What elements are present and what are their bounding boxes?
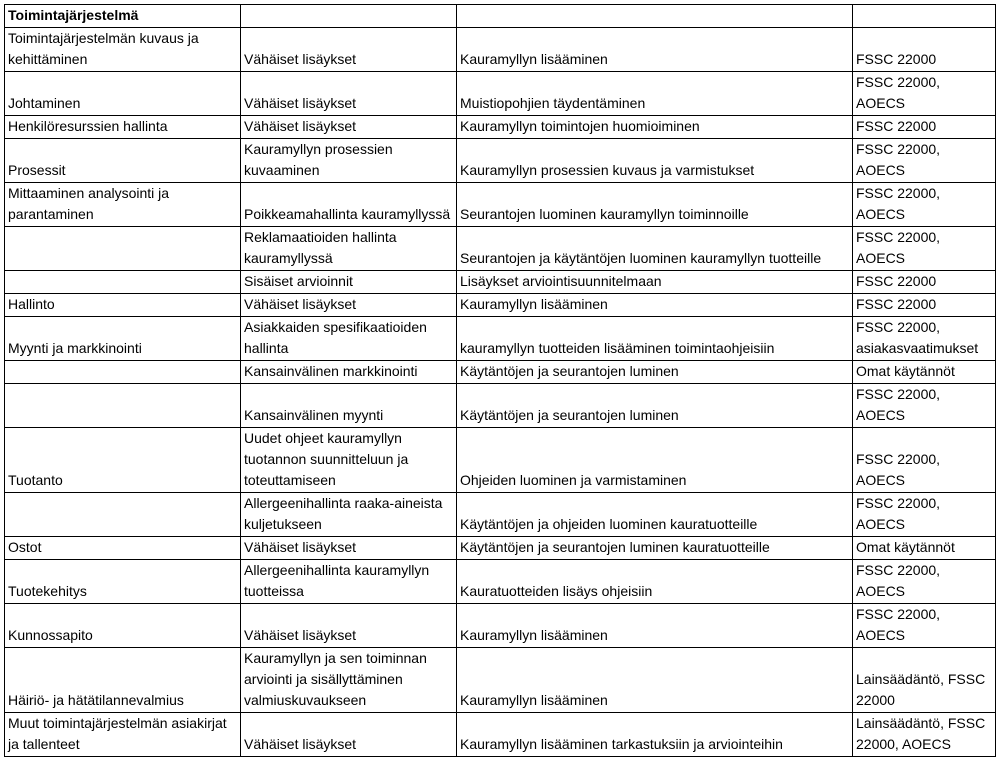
standard-cell: FSSC 22000, AOECS [853, 227, 996, 271]
requirements-table [4, 4, 996, 757]
change-cell: Kauramyllyn prosessien kuvaaminen [241, 139, 457, 183]
table-row [5, 384, 996, 428]
area-cell: Mittaaminen analysointi ja parantaminen [5, 183, 241, 227]
standard-cell: Omat käytännöt [853, 537, 996, 560]
area-cell: Kunnossapito [5, 604, 241, 648]
area-cell: Johtaminen [5, 72, 241, 116]
header-title-cell: Toimintajärjestelmä [5, 5, 241, 28]
action-cell: Kauramyllyn lisääminen [457, 28, 853, 72]
change-cell: Vähäiset lisäykset [241, 116, 457, 139]
table-row [5, 713, 996, 757]
standard-cell: FSSC 22000, AOECS [853, 428, 996, 493]
area-cell: Henkilöresurssien hallinta [5, 116, 241, 139]
standard-cell: FSSC 22000, AOECS [853, 72, 996, 116]
table-row [5, 537, 996, 560]
standard-cell: FSSC 22000, AOECS [853, 183, 996, 227]
action-cell: Kauratuotteiden lisäys ohjeisiin [457, 560, 853, 604]
action-cell: Kauramyllyn lisääminen tarkastuksiin ja arviointeihin [457, 713, 853, 757]
action-cell: Lisäykset arviointisuunnitelmaan [457, 271, 853, 294]
table-row [5, 493, 996, 537]
area-cell: Tuotekehitys [5, 560, 241, 604]
action-cell: Seurantojen luominen kauramyllyn toiminnoille [457, 183, 853, 227]
table-row [5, 227, 996, 271]
area-cell: Ostot [5, 537, 241, 560]
standard-cell: FSSC 22000, AOECS [853, 560, 996, 604]
change-cell: Uudet ohjeet kauramyllyn tuotannon suunnitteluun ja toteuttamiseen [241, 428, 457, 493]
action-cell: Kauramyllyn lisääminen [457, 648, 853, 713]
action-cell: Käytäntöjen ja seurantojen luminen kauratuotteille [457, 537, 853, 560]
change-cell: Vähäiset lisäykset [241, 28, 457, 72]
table-row [5, 28, 996, 72]
standard-cell: FSSC 22000 [853, 271, 996, 294]
action-cell: Ohjeiden luominen ja varmistaminen [457, 428, 853, 493]
action-cell: Kauramyllyn prosessien kuvaus ja varmistukset [457, 139, 853, 183]
action-cell: kauramyllyn tuotteiden lisääminen toimintaohjeisiin [457, 317, 853, 361]
area-cell: Prosessit [5, 139, 241, 183]
empty-cell [853, 5, 996, 28]
change-cell: Vähäiset lisäykset [241, 604, 457, 648]
area-cell: Toimintajärjestelmän kuvaus ja kehittäminen [5, 28, 241, 72]
change-cell: Kauramyllyn ja sen toiminnan arviointi ja sisällyttäminen valmiuskuvaukseen [241, 648, 457, 713]
standard-cell: Omat käytännöt [853, 361, 996, 384]
area-cell: Myynti ja markkinointi [5, 317, 241, 361]
table-row [5, 648, 996, 713]
area-cell [5, 227, 241, 271]
standard-cell: FSSC 22000, AOECS [853, 384, 996, 428]
action-cell: Käytäntöjen ja seurantojen luminen [457, 384, 853, 428]
standard-cell: FSSC 22000, AOECS [853, 139, 996, 183]
empty-cell [241, 5, 457, 28]
standard-cell: FSSC 22000, AOECS [853, 604, 996, 648]
standard-cell: FSSC 22000, asiakasvaatimukset [853, 317, 996, 361]
table-row [5, 317, 996, 361]
change-cell: Asiakkaiden spesifikaatioiden hallinta [241, 317, 457, 361]
area-cell: Muut toimintajärjestelmän asiakirjat ja tallenteet [5, 713, 241, 757]
area-cell: Tuotanto [5, 428, 241, 493]
table-row [5, 183, 996, 227]
change-cell: Sisäiset arvioinnit [241, 271, 457, 294]
change-cell: Vähäiset lisäykset [241, 72, 457, 116]
standard-cell: Lainsäädäntö, FSSC 22000 [853, 648, 996, 713]
standard-cell: FSSC 22000 [853, 28, 996, 72]
change-cell: Vähäiset lisäykset [241, 294, 457, 317]
change-cell: Reklamaatioiden hallinta kauramyllyssä [241, 227, 457, 271]
table-row [5, 560, 996, 604]
action-cell: Käytäntöjen ja ohjeiden luominen kauratuotteille [457, 493, 853, 537]
table-row [5, 271, 996, 294]
standard-cell: FSSC 22000 [853, 116, 996, 139]
standard-cell: FSSC 22000 [853, 294, 996, 317]
area-cell: Häiriö- ja hätätilannevalmius [5, 648, 241, 713]
action-cell: Seurantojen ja käytäntöjen luominen kauramyllyn tuotteille [457, 227, 853, 271]
header-row [5, 5, 996, 28]
standard-cell: Lainsäädäntö, FSSC 22000, AOECS [853, 713, 996, 757]
standard-cell: FSSC 22000, AOECS [853, 493, 996, 537]
change-cell: Vähäiset lisäykset [241, 537, 457, 560]
action-cell: Käytäntöjen ja seurantojen luminen [457, 361, 853, 384]
change-cell: Allergeenihallinta kauramyllyn tuotteissa [241, 560, 457, 604]
empty-cell [457, 5, 853, 28]
area-cell [5, 493, 241, 537]
area-cell [5, 271, 241, 294]
table-row [5, 72, 996, 116]
change-cell: Allergeenihallinta raaka-aineista kuljetukseen [241, 493, 457, 537]
change-cell: Vähäiset lisäykset [241, 713, 457, 757]
area-cell: Hallinto [5, 294, 241, 317]
change-cell: Kansainvälinen myynti [241, 384, 457, 428]
table-row [5, 361, 996, 384]
table-row [5, 604, 996, 648]
table-row [5, 139, 996, 183]
table-row [5, 294, 996, 317]
area-cell [5, 384, 241, 428]
table-row [5, 428, 996, 493]
change-cell: Kansainvälinen markkinointi [241, 361, 457, 384]
action-cell: Kauramyllyn toimintojen huomioiminen [457, 116, 853, 139]
action-cell: Muistiopohjien täydentäminen [457, 72, 853, 116]
area-cell [5, 361, 241, 384]
table-row [5, 116, 996, 139]
action-cell: Kauramyllyn lisääminen [457, 294, 853, 317]
change-cell: Poikkeamahallinta kauramyllyssä [241, 183, 457, 227]
action-cell: Kauramyllyn lisääminen [457, 604, 853, 648]
